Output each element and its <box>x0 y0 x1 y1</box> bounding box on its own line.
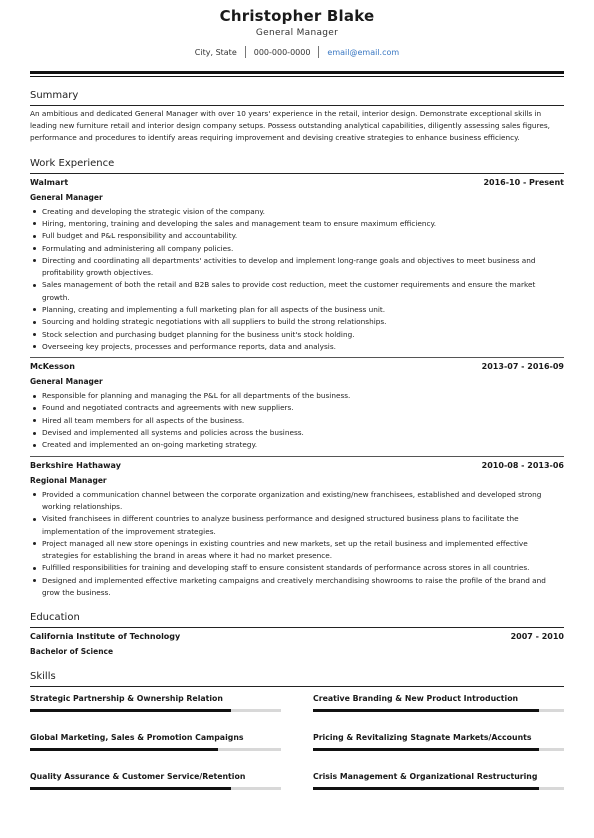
resume-header <box>0 0 594 58</box>
header-thick-rule <box>30 71 564 74</box>
school-name: California Institute of Technology <box>30 632 181 642</box>
contact-line <box>0 46 594 58</box>
bullet-item: Responsible for planning and managing the P&L for all departments of the business. <box>30 390 564 402</box>
bullet-item: Formulating and administering all company policies. <box>30 243 564 255</box>
section-rule <box>30 686 564 687</box>
section-rule <box>30 173 564 174</box>
skills-grid <box>30 694 564 811</box>
header-thin-rule <box>30 76 564 77</box>
bullet-item: Project managed all new store openings in existing countries and new markets, set up the retail business and implemented effective strategies for establishing the brand in areas where it had no market presence. <box>30 538 564 563</box>
bullet-item: Directing and coordinating all departments' activities to develop and implement long-range goals and objectives to meet business and profitability growth objectives. <box>30 255 564 280</box>
job-role: General Manager <box>30 377 103 387</box>
job-header <box>30 361 564 373</box>
skill-level-fill <box>313 787 539 790</box>
bullet-item: Sourcing and holding strategic negotiations with all suppliers to build the strong relationships. <box>30 316 564 328</box>
skill-name: Strategic Partnership & Ownership Relation <box>30 694 223 704</box>
skill-level-bar <box>30 787 281 790</box>
section-rule <box>30 627 564 628</box>
skill-item <box>30 694 281 712</box>
skill-item <box>313 772 564 790</box>
bullet-item: Fulfilled responsibilities for training and developing staff to ensure consistent standards of performance across stores in all countries. <box>30 562 564 574</box>
bullet-item: Designed and implemented effective marketing campaigns and creatively merchandising showrooms to raise the profile of the brand and grow the business. <box>30 575 564 600</box>
skill-level-fill <box>313 748 539 751</box>
bullet-item: Sales management of both the retail and B2B sales to provide cost reduction, meet the customer requirements and ensure the market growth. <box>30 279 564 304</box>
job-divider <box>30 456 564 457</box>
job-divider <box>30 357 564 358</box>
summary-heading: Summary <box>30 90 79 101</box>
phone-text: 000-000-0000 <box>253 47 311 57</box>
education-dates: 2007 - 2010 <box>510 632 564 642</box>
experience-heading: Work Experience <box>30 157 115 169</box>
bullet-item: Hired all team members for all aspects of the business. <box>30 415 564 427</box>
skill-level-fill <box>30 709 231 712</box>
bullet-item: Created and implemented an on-going marketing strategy. <box>30 439 564 451</box>
education-header <box>30 631 564 643</box>
job-role: General Manager <box>30 192 103 202</box>
skill-name: Quality Assurance & Customer Service/Retention <box>30 772 246 782</box>
education-section <box>30 611 564 658</box>
skill-item <box>313 694 564 712</box>
degree-name: Bachelor of Science <box>30 647 114 657</box>
company-name: Berkshire Hathaway <box>30 460 121 470</box>
company-name: McKesson <box>30 362 75 372</box>
email-link[interactable]: email@email.com <box>327 47 400 57</box>
job-entry <box>30 460 564 600</box>
skill-item <box>313 733 564 751</box>
skill-name: Pricing & Revitalizing Stagnate Markets/Accounts <box>313 733 532 743</box>
job-dates: 2016-10 - Present <box>483 177 564 187</box>
bullet-item: Visited franchisees in different countries to analyze business performance and designed structured business plans to facilitate the implementation of the improvement strategies. <box>30 513 564 538</box>
skill-level-bar <box>30 748 281 751</box>
bullet-item: Provided a communication channel between the corporate organization and existing/new franchisees, established and developed strong working relationships. <box>30 489 564 514</box>
skill-name: Creative Branding & New Product Introduction <box>313 694 519 704</box>
job-dates: 2010-08 - 2013-06 <box>481 460 564 470</box>
skill-item <box>30 733 281 751</box>
skills-section <box>30 670 564 811</box>
skill-level-fill <box>313 709 539 712</box>
job-bullets <box>30 489 564 600</box>
job-bullets <box>30 390 564 451</box>
contact-divider <box>245 46 246 58</box>
bullet-item: Planning, creating and implementing a full marketing plan for all aspects of the business unit. <box>30 304 564 316</box>
education-heading: Education <box>30 612 80 624</box>
candidate-title: General Manager <box>255 28 339 38</box>
bullet-item: Devised and implemented all systems and policies across the business. <box>30 427 564 439</box>
skill-level-bar <box>30 709 281 712</box>
bullet-item: Creating and developing the strategic vision of the company. <box>30 206 564 218</box>
skill-level-bar <box>313 748 564 751</box>
skill-level-fill <box>30 787 231 790</box>
skill-item <box>30 772 281 790</box>
contact-divider <box>318 46 319 58</box>
bullet-item: Overseeing key projects, processes and performance reports, data and analysis. <box>30 341 564 353</box>
job-list <box>30 177 564 600</box>
summary-text: An ambitious and dedicated General Manager with over 10 years' experience in the retail, interior design. Demonstrate exceptional skills in leading new furniture retail and interior design company setups. Possess outstanding analytical capabilities, diligently assessing sales figures, performance and procedures to identify areas requiring improvement and devising creative strategies to enhance business efficiency. <box>30 109 550 143</box>
skill-level-bar <box>313 709 564 712</box>
bullet-item: Found and negotiated contracts and agreements with new suppliers. <box>30 402 564 414</box>
job-bullets <box>30 206 564 354</box>
skill-name: Crisis Management & Organizational Restructuring <box>313 772 538 782</box>
bullet-item: Hiring, mentoring, training and developing the sales and management team to ensure maximum efficiency. <box>30 218 564 230</box>
skills-heading: Skills <box>30 671 56 683</box>
job-dates: 2013-07 - 2016-09 <box>481 362 564 372</box>
job-entry <box>30 361 564 456</box>
bullet-item: Full budget and P&L responsibility and accountability. <box>30 230 564 242</box>
job-role: Regional Manager <box>30 475 107 485</box>
section-rule <box>30 105 564 106</box>
bullet-item: Stock selection and purchasing budget planning for the business unit's stock holding. <box>30 329 564 341</box>
skill-level-bar <box>313 787 564 790</box>
location-text: City, State <box>194 47 237 57</box>
company-name: Walmart <box>30 177 69 187</box>
skill-level-fill <box>30 748 218 751</box>
summary-section <box>30 89 564 145</box>
job-header <box>30 177 564 189</box>
job-entry <box>30 177 564 359</box>
candidate-name: Christopher Blake <box>219 7 375 25</box>
skill-name: Global Marketing, Sales & Promotion Campaigns <box>30 733 244 743</box>
job-header <box>30 460 564 472</box>
experience-section <box>30 157 564 600</box>
